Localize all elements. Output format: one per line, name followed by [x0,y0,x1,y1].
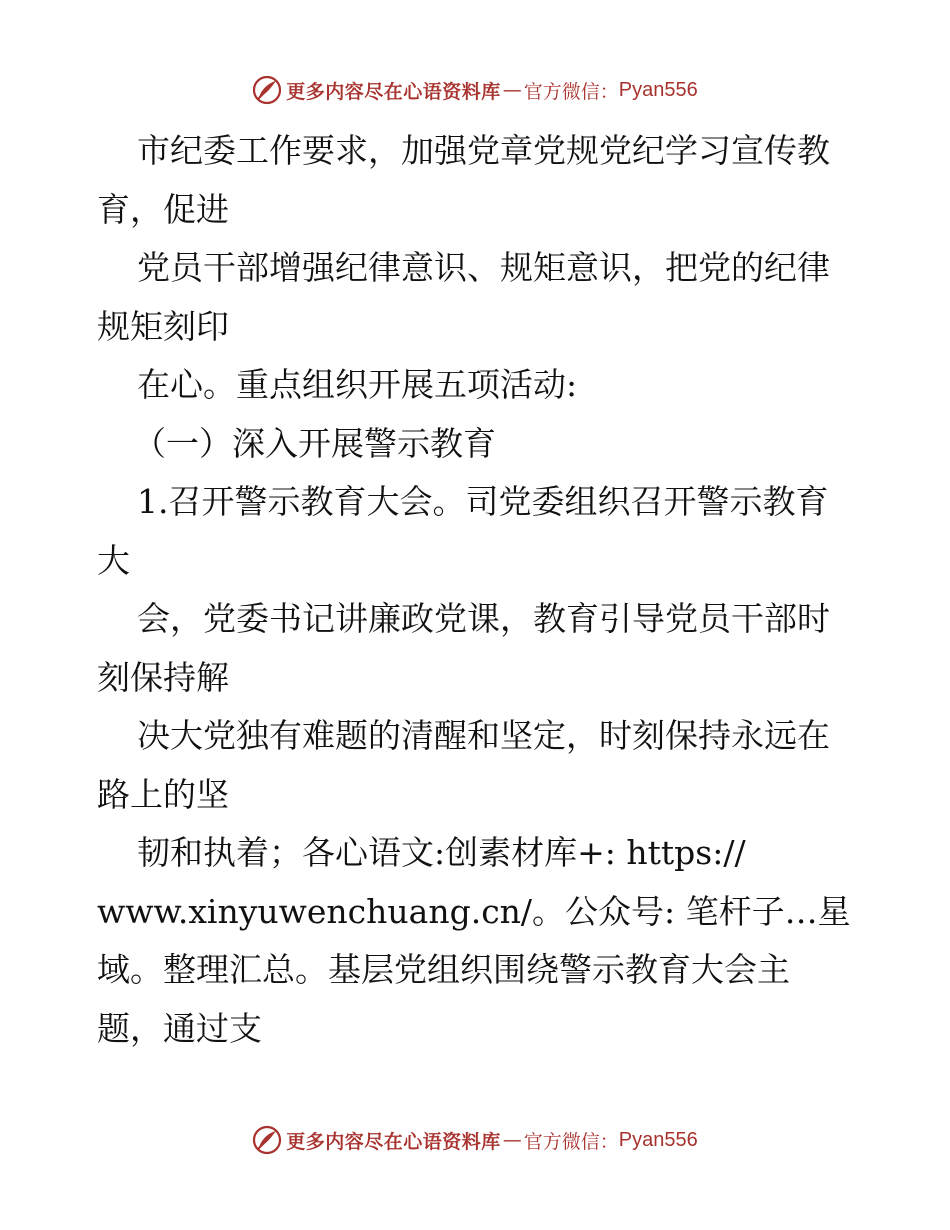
text-line: 刻保持解 [97,657,229,697]
text-line: 域。整理汇总。基层党组织围绕警示教育大会主 [97,950,790,989]
text-line: 1.召开警示教育大会。司党委组织召开警示教育 [137,482,829,521]
text-line: 题，通过支 [97,1008,262,1048]
text-line: 在心。重点组织开展五项活动: [137,365,578,404]
text-line: 市纪委工作要求，加强党章党规党纪学习宣传教 [137,131,830,170]
banner-wechat-id: Pyan556 [618,78,698,101]
banner-separator: — [502,79,522,101]
text-line: 党员干部增强纪律意识、规矩意识，把党的纪律 [137,248,830,287]
text-line: 决大党独有难题的清醒和坚定，时刻保持永远在 [137,716,830,755]
banner-separator: — [502,1129,522,1151]
header-banner [0,70,950,110]
text-line: 路上的坚 [97,774,229,814]
banner-brand-text: 更多内容尽在心语资料库 [286,80,501,103]
text-line: 大 [97,540,130,580]
text-line: 规矩刻印 [97,306,229,346]
feather-logo-icon [252,75,282,105]
text-line: www.xinyuwenchuang.cn/。公众号: 笔杆子…星 [97,891,851,931]
footer-banner [0,1120,950,1160]
text-line: 会，党委书记讲廉政党课，教育引导党员干部时 [137,599,830,638]
banner-brand-text: 更多内容尽在心语资料库 [286,1130,501,1153]
document-body [97,122,887,1058]
banner-wechat-label: 官方微信： [523,80,619,103]
section-heading: （一）深入开展警示教育 [133,423,496,463]
text-line: 育，促进 [97,189,229,229]
text-line: 韧和执着；各心语文:创素材库+: https:// [137,833,746,872]
banner-wechat-id: Pyan556 [618,1128,698,1151]
banner-wechat-label: 官方微信： [523,1130,619,1153]
feather-logo-icon [252,1125,282,1155]
